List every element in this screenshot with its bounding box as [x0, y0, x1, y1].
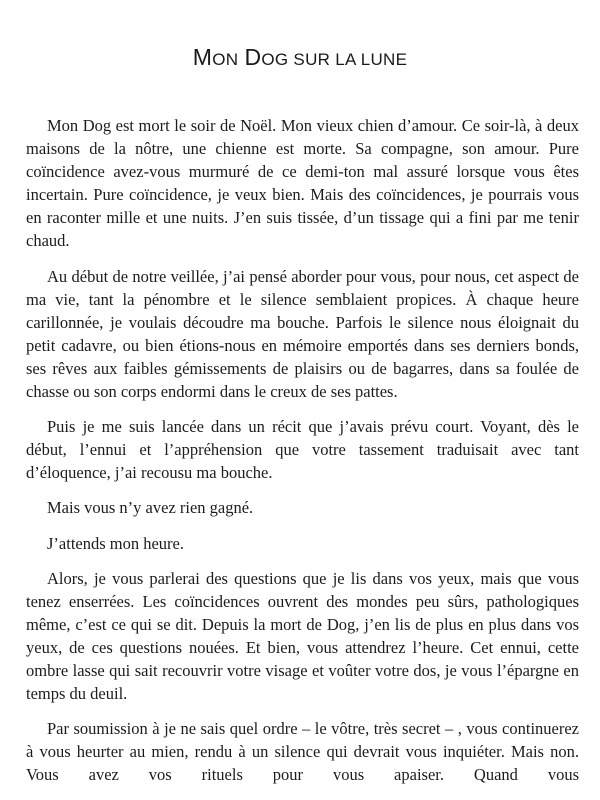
paragraph-5: J’attends mon heure. — [47, 533, 185, 553]
paragraph-7: Par soumission à je ne sais quel ordre – le vôtre, très secret – , vous continuerez à vous heurter au mien, rendu à un silence qui devrait vous inquiéter. Mais non. Vous avez vos rituels pour vous apaiser. Quand vous — [26, 719, 579, 785]
title-smallcaps: ON — [212, 50, 239, 69]
paragraph-6: Alors, je vous parlerai des questions que je lis dans vos yeux, mais que vous tenez enserrées. Les coïncidences ouvrent des mondes peu sûrs, pathologiques même, c’est ce qui se dit. Depuis la mort de Dog, j’en lis de plus en plus dans vos yeux, de ces questions nouées. Et bien, vous attendrez l’heure. Cet ennui, cette ombre lasse qui sait recouvrir votre visage et voûter votre dos, je vous l’épargne en temps du deuil. — [26, 568, 579, 704]
chapter-title — [0, 44, 600, 71]
paragraph-2: Au début de notre veillée, j’ai pensé aborder pour vous, pour nous, cet aspect de ma vie, tant la pénombre et le silence semblaient propices. À chaque heure carillonnée, je voulais découdre ma bouche. Parfois le silence nous éloignait du petit cadavre, ou bien étions-nous en mémoire emportés dans ses derniers bonds, ses rêves aux faibles gémissements de plaisirs ou de bagarres, dans sa foulée de chasse ou son corps endormi dans le creux de ses pattes. — [26, 266, 579, 402]
title-smallcaps: OG SUR LA LUNE — [261, 50, 408, 69]
body-text — [26, 114, 579, 786]
paragraph-3: Puis je me suis lancée dans un récit que j’avais prévu court. Voyant, dès le début, l’ennui et l’appréhension que votre tassement traduisait avec tant d’éloquence, j’ai recousu ma bouche. — [26, 417, 579, 483]
title-letter: D — [244, 44, 262, 70]
paragraph-1: Mon Dog est mort le soir de Noël. Mon vieux chien d’amour. Ce soir-là, à deux maisons de la nôtre, une chienne est morte. Sa compagne, son amour. Pure coïncidence avez-vous murmuré de ce demi-ton mal assuré lorsque vous êtes incertain. Pure coïncidence, je veux bien. Mais des coïncidences, je pourrais vous en raconter mille et une nuits. J’en suis tissée, d’un tissage qui a fini par me tenir chaud. — [26, 116, 579, 251]
title-letter: M — [192, 44, 213, 70]
paragraph-4: Mais vous n’y avez rien gagné. — [47, 498, 254, 518]
